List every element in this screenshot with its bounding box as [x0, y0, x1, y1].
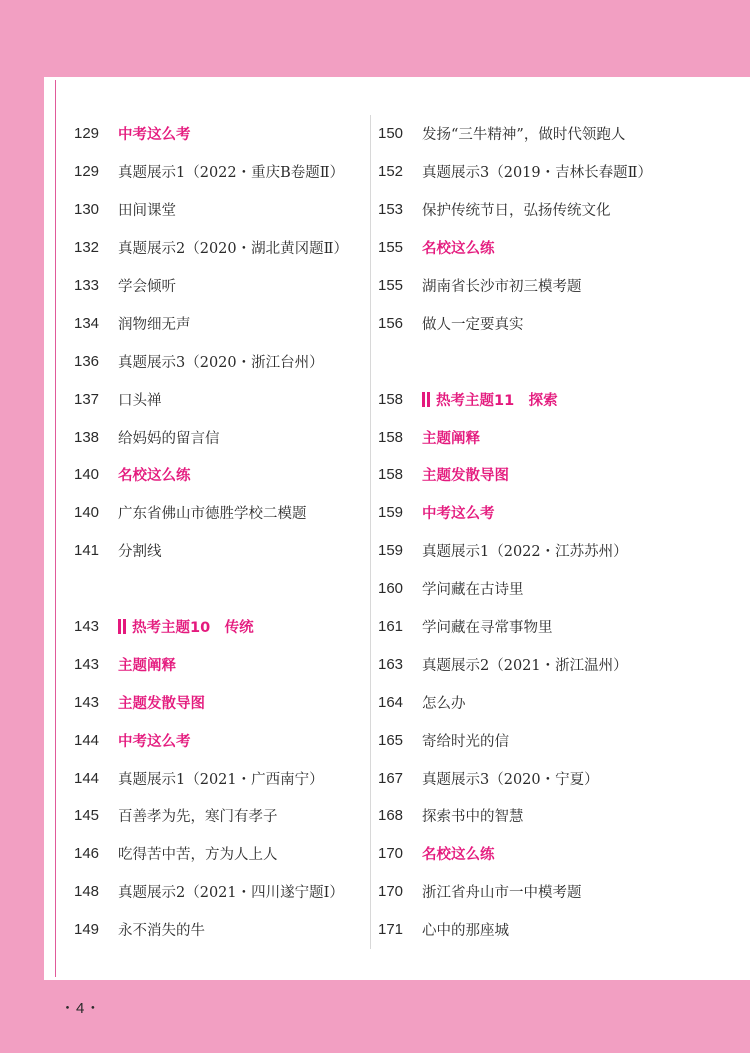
toc-entry[interactable] [378, 153, 718, 191]
toc-entry[interactable] [74, 835, 364, 873]
theme-bar-icon [422, 392, 432, 407]
toc-entry[interactable] [74, 494, 364, 532]
toc-page-number: 171 [378, 921, 404, 939]
toc-entry-title: 名校这么练 [118, 468, 191, 485]
toc-entry[interactable] [74, 608, 364, 646]
toc-page-number: 133 [74, 277, 100, 294]
toc-entry-title: 学问藏在寻常事物里 [422, 620, 553, 637]
toc-entry[interactable] [74, 191, 364, 229]
toc-entry-title: 中考这么考 [118, 733, 191, 750]
toc-entry[interactable] [378, 911, 718, 949]
toc-entry[interactable] [378, 608, 718, 646]
toc-entry[interactable] [74, 683, 364, 721]
toc-entry-title: 口头禅 [118, 392, 162, 409]
page-number: ・4・ [60, 1000, 102, 1017]
toc-entry-title: 热考主题11 探索 [436, 392, 558, 409]
toc-page-number: 144 [74, 731, 100, 749]
toc-page-number: 159 [378, 542, 404, 560]
toc-entry[interactable] [378, 683, 718, 721]
toc-page-number: 140 [74, 504, 100, 522]
toc-page-number: 129 [74, 163, 100, 181]
toc-entry-title: 润物细无声 [118, 316, 191, 333]
toc-entry-title: 怎么办 [422, 695, 466, 712]
toc-entry-title: 真题展示3（2019・吉林长春题Ⅱ） [422, 165, 652, 182]
toc-entry-title: 田间课堂 [118, 203, 176, 220]
toc-page-number: 129 [74, 125, 100, 143]
toc-page-number: 168 [378, 807, 404, 825]
toc-entry[interactable] [378, 304, 718, 342]
toc-entry-title: 发扬“三牛精神”，做时代领跑人 [422, 127, 626, 144]
toc-entry-title: 真题展示1（2021・广西南宁） [118, 771, 324, 788]
toc-entry-title: 寄给时光的信 [422, 733, 509, 750]
toc-entry[interactable] [74, 532, 364, 570]
toc-entry[interactable] [74, 456, 364, 494]
toc-page-number: 150 [378, 125, 404, 143]
toc-entry[interactable] [378, 191, 718, 229]
toc-page-number: 158 [378, 466, 404, 484]
toc-page-number: 144 [74, 769, 100, 787]
toc-page-number: 158 [378, 428, 404, 446]
toc-entry[interactable] [74, 304, 364, 342]
toc-entry[interactable] [378, 835, 718, 873]
toc-right-column [378, 115, 718, 949]
toc-entry[interactable] [378, 797, 718, 835]
toc-entry-title: 浙江省舟山市一中模考题 [422, 885, 582, 902]
toc-page-number: 130 [74, 201, 100, 219]
toc-entry-title: 主题发散导图 [422, 468, 509, 485]
toc-entry-title: 主题阐释 [422, 430, 480, 447]
toc-page-number: 146 [74, 845, 100, 863]
toc-page-number: 148 [74, 883, 100, 901]
toc-page-number: 145 [74, 807, 100, 825]
theme-bar-icon [118, 619, 128, 634]
toc-entry-title: 真题展示2（2021・四川遂宁题Ⅰ） [118, 885, 344, 902]
toc-entry-title: 中考这么考 [118, 127, 191, 144]
toc-page-number: 152 [378, 163, 404, 181]
toc-page-number: 158 [378, 390, 404, 408]
toc-page-number: 159 [378, 504, 404, 522]
toc-entry[interactable] [74, 418, 364, 456]
toc-entry[interactable] [74, 380, 364, 418]
toc-page-number: 143 [74, 655, 100, 673]
margin-rule [55, 80, 56, 977]
toc-page-number: 136 [74, 352, 100, 370]
toc-entry[interactable] [74, 759, 364, 797]
toc-entry[interactable] [74, 229, 364, 267]
column-divider [370, 115, 371, 949]
toc-entry[interactable] [378, 721, 718, 759]
toc-page-number: 153 [378, 201, 404, 219]
toc-page-number: 170 [378, 845, 404, 863]
toc-page-number: 137 [74, 390, 100, 408]
toc-page-number: 160 [378, 580, 404, 598]
toc-entry[interactable] [74, 797, 364, 835]
toc-entry-title: 真题展示2（2021・浙江温州） [422, 657, 628, 674]
toc-page-number: 167 [378, 769, 404, 787]
toc-page-number: 132 [74, 239, 100, 257]
toc-entry[interactable] [378, 267, 718, 305]
toc-entry-title: 保护传统节日，弘扬传统文化 [422, 203, 611, 220]
toc-entry-title: 名校这么练 [422, 847, 495, 864]
toc-entry[interactable] [74, 267, 364, 305]
toc-entry-title: 永不消失的牛 [118, 923, 205, 940]
toc-entry-title: 吃得苦中苦，方为人上人 [118, 847, 278, 864]
toc-page-number: 140 [74, 466, 100, 484]
toc-entry-title: 真题展示3（2020・浙江台州） [118, 354, 324, 371]
toc-page-number: 163 [378, 655, 404, 673]
toc-entry[interactable] [378, 418, 718, 456]
toc-page-number: 138 [74, 428, 100, 446]
toc-entry-title: 真题展示2（2020・湖北黄冈题Ⅱ） [118, 241, 348, 258]
toc-entry-title: 中考这么考 [422, 506, 495, 523]
toc-entry[interactable] [74, 115, 364, 153]
toc-entry[interactable] [378, 380, 718, 418]
toc-entry-title: 主题发散导图 [118, 695, 205, 712]
toc-entry[interactable] [378, 645, 718, 683]
toc-entry-title: 主题阐释 [118, 657, 176, 674]
toc-page-number: 170 [378, 883, 404, 901]
toc-page-number: 141 [74, 542, 100, 560]
toc-entry-title: 湖南省长沙市初三模考题 [422, 279, 582, 295]
toc-page-number: 155 [378, 239, 404, 257]
toc-page-number: 164 [378, 693, 404, 711]
toc-entry-title: 心中的那座城 [422, 923, 509, 940]
toc-entry-title: 广东省佛山市德胜学校二模题 [118, 506, 307, 523]
toc-entry-title: 学会倾听 [118, 279, 176, 295]
toc-page-number: 149 [74, 921, 100, 939]
toc-entry[interactable] [74, 342, 364, 380]
toc-entry[interactable] [378, 873, 718, 911]
toc-entry[interactable] [74, 153, 364, 191]
toc-page-number: 156 [378, 314, 404, 332]
toc-entry[interactable] [74, 721, 364, 759]
toc-entry[interactable] [74, 911, 364, 949]
toc-page-number: 134 [74, 314, 100, 332]
toc-entry-title: 真题展示1（2022・江苏苏州） [422, 544, 628, 561]
toc-entry-title: 热考主题10 传统 [132, 620, 254, 637]
toc-page-number: 165 [378, 731, 404, 749]
toc-entry-title: 百善孝为先，寒门有孝子 [118, 809, 278, 826]
toc-page-number: 143 [74, 618, 100, 636]
toc-entry-title: 探索书中的智慧 [422, 809, 524, 826]
toc-left-column [74, 115, 364, 949]
toc-entry[interactable] [74, 873, 364, 911]
toc-entry-title: 真题展示1（2022・重庆B卷题Ⅱ） [118, 165, 345, 182]
toc-entry[interactable] [378, 229, 718, 267]
toc-page-number: 161 [378, 618, 404, 636]
toc-entry-title: 给妈妈的留言信 [118, 430, 220, 447]
toc-entry-title: 分割线 [118, 544, 162, 561]
toc-entry[interactable] [378, 759, 718, 797]
toc-page-number: 143 [74, 693, 100, 711]
toc-page-number: 155 [378, 277, 404, 294]
toc-entry[interactable] [378, 456, 718, 494]
toc-entry-title: 真题展示3（2020・宁夏） [422, 771, 599, 788]
toc-entry-title: 名校这么练 [422, 241, 495, 258]
toc-entry-title: 学问藏在古诗里 [422, 582, 524, 599]
toc-entry[interactable] [378, 570, 718, 608]
toc-entry-title: 做人一定要真实 [422, 316, 524, 333]
toc-entry[interactable] [74, 645, 364, 683]
toc-entry[interactable] [378, 532, 718, 570]
toc-entry[interactable] [378, 494, 718, 532]
toc-entry[interactable] [378, 115, 718, 153]
